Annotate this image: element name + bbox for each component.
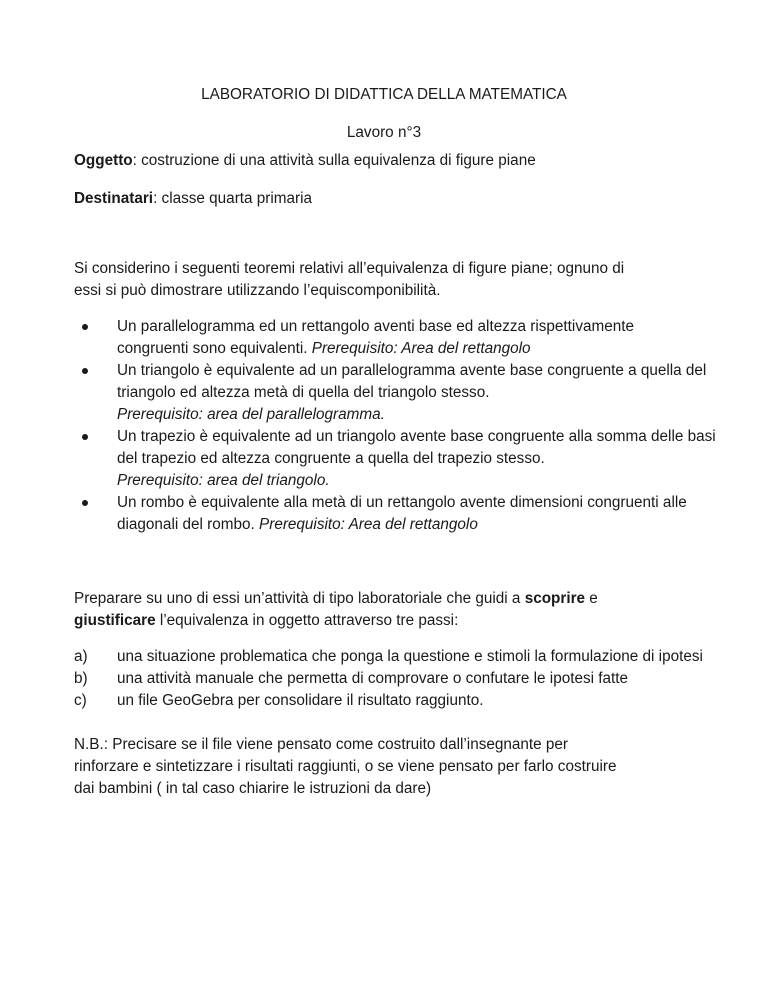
- oggetto-line: [74, 150, 536, 172]
- theorem-prereq: Prerequisito: area del triangolo.: [117, 472, 330, 489]
- task-bold-scoprire: scoprire: [524, 590, 586, 607]
- theorem-item: [74, 316, 687, 360]
- step-item: [74, 690, 714, 712]
- step-item: [74, 668, 714, 690]
- step-text: una attività manuale che permetta di comprovare o confutare le ipotesi fatte: [117, 670, 629, 687]
- document-title: LABORATORIO DI DIDATTICA DELLA MATEMATICA: [201, 86, 567, 103]
- step-item: [74, 646, 717, 668]
- destinatari-line: [74, 188, 312, 210]
- step-marker: c): [74, 692, 87, 709]
- task-text-3: l’equivalenza in oggetto attraverso tre passi:: [155, 612, 459, 629]
- theorem-prereq: Prerequisito: Area del rettangolo: [311, 340, 531, 357]
- bullet-icon: [82, 368, 88, 374]
- task-bold-giustificare: giustificare: [74, 612, 156, 629]
- task-text-2: e: [585, 590, 598, 607]
- note-line-3: dai bambini ( in tal caso chiarire le istruzioni da dare): [74, 780, 432, 797]
- step-list: [74, 646, 714, 712]
- intro-line-2: essi si può dimostrare utilizzando l’equiscomponibilità.: [74, 282, 441, 299]
- bullet-icon: [82, 500, 88, 506]
- oggetto-label: Oggetto: [74, 152, 133, 169]
- note-line-2: rinforzare e sintetizzare i risultati raggiunti, o se viene pensato per farlo costruire: [74, 758, 617, 775]
- step-marker: a): [74, 648, 88, 665]
- theorem-text: Un triangolo è equivalente ad un parallelogramma avente base congruente a quella del triangolo ed altezza metà di quella del triangolo stesso.: [117, 362, 707, 401]
- document-subtitle: Lavoro n°3: [346, 124, 422, 141]
- destinatari-label: Destinatari: [74, 190, 154, 207]
- task-line-2: [74, 610, 458, 632]
- theorem-text: Un rombo è equivalente alla metà di un rettangolo avente dimensioni congruenti alle diagonali del rombo.: [117, 494, 687, 533]
- oggetto-text: : costruzione di una attività sulla equivalenza di figure piane: [132, 152, 536, 169]
- task-text-1: Preparare su uno di essi un’attività di tipo laboratoriale che guidi a: [74, 590, 525, 607]
- theorem-prereq: Prerequisito: Area del rettangolo: [259, 516, 478, 533]
- theorem-item: [74, 492, 697, 536]
- theorem-text: Un parallelogramma ed un rettangolo aventi base ed altezza rispettivamente congruenti sono equivalenti.: [117, 318, 634, 357]
- step-marker: b): [74, 670, 88, 687]
- task-line-1: [74, 588, 598, 610]
- theorem-list: [74, 316, 714, 536]
- theorem-item: [74, 360, 707, 426]
- theorem-prereq: Prerequisito: area del parallelogramma.: [117, 406, 385, 423]
- note-line-1: N.B.: Precisare se il file viene pensato come costruito dall’insegnante per: [74, 736, 569, 753]
- theorem-text: Un trapezio è equivalente ad un triangolo avente base congruente alla somma delle basi del trapezio ed altezza congruente a quella del trapezio stesso.: [117, 428, 716, 467]
- step-text: un file GeoGebra per consolidare il risultato raggiunto.: [117, 692, 484, 709]
- bullet-icon: [82, 434, 88, 440]
- theorem-item: [74, 426, 727, 492]
- step-text: una situazione problematica che ponga la questione e stimoli la formulazione di ipotesi: [117, 648, 703, 665]
- destinatari-text: : classe quarta primaria: [153, 190, 313, 207]
- intro-line-1: Si considerino i seguenti teoremi relativi all’equivalenza di figure piane; ognuno di: [74, 260, 625, 277]
- bullet-icon: [82, 324, 88, 330]
